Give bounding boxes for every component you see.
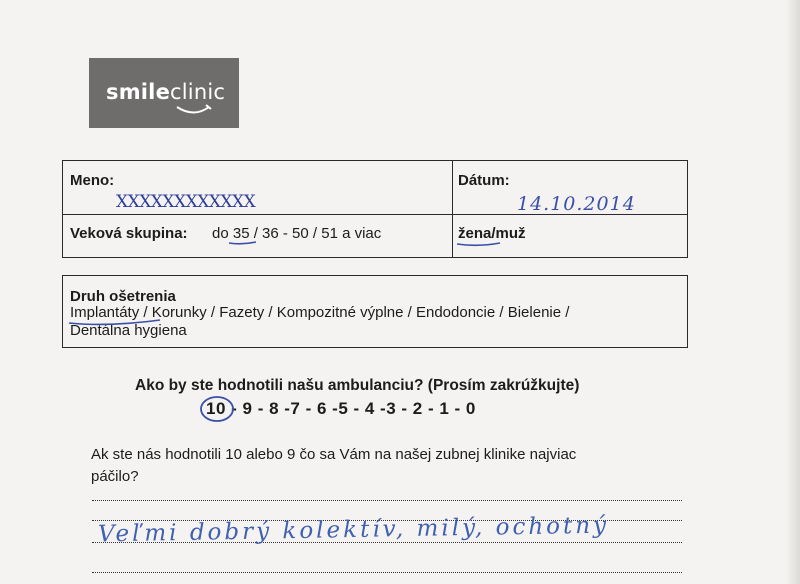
- logo-brand-light: clinic: [170, 80, 226, 104]
- name-value: XXXXXXXXXXXX: [116, 192, 256, 212]
- answer-line-1: [92, 500, 682, 501]
- date-label: Dátum:: [458, 172, 510, 189]
- handwritten-answer: Veľmi dobrý kolektív, milý, ochotný: [97, 512, 610, 548]
- date-value: 14.10.2014: [517, 193, 636, 215]
- treatment-options-line2: Dentálna hygiena: [70, 322, 187, 339]
- logo-wordmark: [106, 80, 225, 104]
- gender-underline-mark: [456, 240, 502, 248]
- smile-icon: [175, 104, 213, 118]
- treatment-options-line1: Implantáty / Korunky / Fazety / Kompozitné výplne / Endodoncie / Bielenie /: [70, 304, 570, 321]
- gender-options: žena/muž: [458, 225, 526, 242]
- box-divider-vertical: [452, 161, 453, 257]
- rating-selection-circle: [198, 395, 238, 423]
- answer-line-4: [92, 572, 682, 573]
- scan-edge-shadow: [786, 0, 800, 584]
- rating-question: Ako by ste hodnotili našu ambulanciu? (Prosím zakrúžkujte): [135, 377, 580, 394]
- age-label: Veková skupina:: [70, 225, 188, 242]
- smileclinic-logo: [89, 58, 239, 128]
- followup-question-line1: Ak ste nás hodnotili 10 alebo 9 čo sa Vám na našej zubnej klinike najviac: [91, 446, 577, 463]
- followup-question-line2: páčilo?: [91, 468, 139, 485]
- logo-brand-bold: smile: [106, 80, 171, 104]
- name-label: Meno:: [70, 172, 115, 189]
- rating-scale: 10 - 9 - 8 -7 - 6 -5 - 4 -3 - 2 - 1 - 0: [206, 399, 476, 418]
- age-underline-mark: [228, 240, 258, 246]
- treatment-title: Druh ošetrenia: [70, 288, 176, 305]
- age-options: do 35 / 36 - 50 / 51 a viac: [212, 225, 382, 242]
- treatment-underline-mark: [68, 318, 164, 328]
